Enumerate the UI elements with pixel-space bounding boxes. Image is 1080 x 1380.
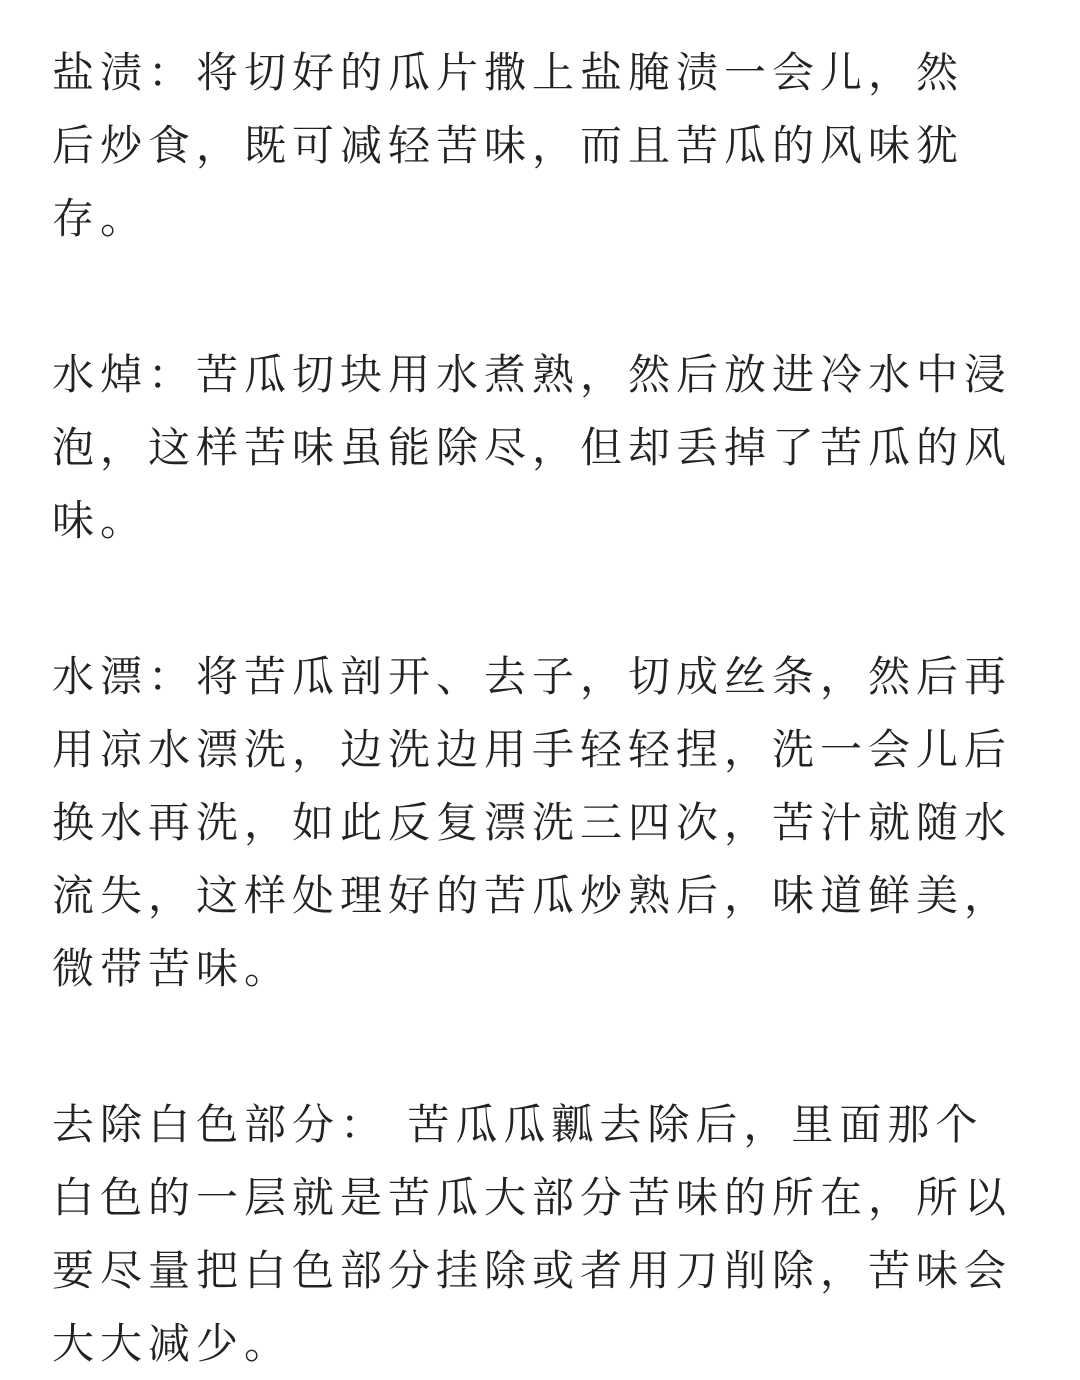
text-line: 用凉水漂洗，边洗边用手轻轻捏，洗一会儿后 <box>52 725 1013 774</box>
paragraph-blanching <box>52 338 1042 557</box>
text-line: 水漂：将苦瓜剖开、去子，切成丝条，然后再 <box>52 652 1013 701</box>
text-line: 盐渍：将切好的瓜片撒上盐腌渍一会儿，然 <box>52 48 965 97</box>
text-line: 味。 <box>52 496 149 545</box>
text-line: 要尽量把白色部分挂除或者用刀削除，苦味会 <box>52 1246 1013 1295</box>
text-line: 大大减少。 <box>52 1319 293 1368</box>
text-line: 泡，这样苦味虽能除尽，但却丢掉了苦瓜的风 <box>52 423 1013 472</box>
text-line: 存。 <box>52 194 149 243</box>
text-line: 微带苦味。 <box>52 944 293 993</box>
article-body <box>52 36 1042 1380</box>
text-line: 去除白色部分： 苦瓜瓜瓤去除后，里面那个 <box>52 1100 984 1149</box>
text-line: 白色的一层就是苦瓜大部分苦味的所在，所以 <box>52 1173 1013 1222</box>
text-line: 换水再洗，如此反复漂洗三四次，苦汁就随水 <box>52 798 1013 847</box>
paragraph-salting <box>52 36 1042 255</box>
text-line: 水焯：苦瓜切块用水煮熟，然后放进冷水中浸 <box>52 350 1013 399</box>
text-line: 后炒食，既可减轻苦味，而且苦瓜的风味犹 <box>52 121 965 170</box>
paragraph-remove-white-part <box>52 1088 1042 1380</box>
paragraph-rinsing <box>52 640 1042 1005</box>
text-line: 流失，这样处理好的苦瓜炒熟后，味道鲜美， <box>52 871 1013 920</box>
